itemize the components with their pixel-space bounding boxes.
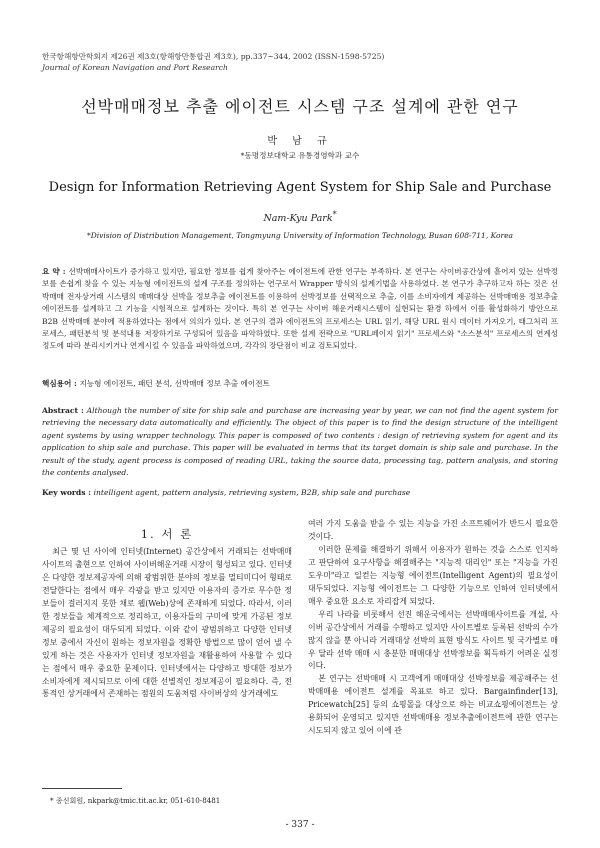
abstract-korean-text: 선박매매사이트가 증가하고 있지만, 필요한 정보를 쉽게 찾아주는 에이전트에 관한 연구는 부족하다. 본 연구는 사이버공간상에 흩어져 있는 선박정보를 손쉽게 찾을 수 있는 지능형 에이전트의 설계 구조를 정의하는 연구로서 Wrapper 방식의 설계기법을 사용하였다. 본 연구가 추구하고자 하는 것은 선박매매 전자상거래 시스템의 매매대상 선박을 정보추출 에이전트를 이용하여 선박정보를 선택적으로 추출, 이를 소비자에게 제공하는 선박매매용 정보추출 에이전트를 설계하고 그 기능을 시험적으로 설계하는 것이다. 특히 본 연구는 사이버 해운거래시스템이 실현되는 환경 하에서 이를 활성화하기 방안으로 B2B 선박매매 분야에 적용하였다는 점에서 의의가 있다. 본 연구의 결과 에이전트의 프로세스는 URL 읽기, 해당 URL 원시 데이터 가져오기, 태그처리 프로세스, 패턴분석 및 분석내용 저장하기로 구성되어 있음을 파악하였다. 또한 설계 전략으로 "URL페이지 읽기" 프로세스와 "소스분석" 프로세스의 연계성 정도에 따라 분리시키거나 연계시킬 수 있음을 파악하였으며, 각각의 장단점이 비교 검토되었다. — [42, 267, 558, 351]
author-english — [0, 210, 600, 224]
keywords-english — [42, 487, 558, 499]
abstract-english-text: Although the number of site for ship sale and purchase are increasing year by year, we can not find the agent system for retrieving the necessary data automatically and efficiently. The object of this paper is to find the design structure of the intelligent agent systems by using wrapper technology. This paper is composed of two contents : design of retrieving system for agent and its application to ship sale and purchase. This paper will be evaluated in terms that its target domain is ship sale and purchase. In the result of the study, agent process is composed of reading URL, taking the source data, processing tag, pattern analysis, and storing the contents analysed. — [42, 406, 558, 478]
body-column-left — [42, 546, 292, 701]
abstract-english-label: Abstract : — [42, 406, 87, 415]
footnote-divider — [42, 788, 122, 789]
abstract-english — [42, 405, 558, 479]
body-paragraph: 이러한 문제를 해결하기 위해서 이용자가 원하는 것을 스스로 인지하고 판단하여 요구사항을 해결해주는 "지능적 대리인" 또는 "지능을 가진 도우미"라고 일컫는 지능형 에이전트(Intelligent Agent)의 필요성이 대두되었다. 지능형 에이전트는 그 다양한 기능으로 인하여 인터넷에서 매우 중요한 요소로 자리잡게 되었다. — [308, 544, 558, 606]
author-english-name: Nam-Kyu Park — [263, 213, 333, 225]
body-column-right — [308, 518, 558, 738]
paper-title-korean: 선박매매정보 추출 에이전트 시스템 구조 설계에 관한 연구 — [81, 97, 519, 116]
author-korean: 박 남 규 — [267, 136, 333, 147]
affiliation-korean: *동명정보대학교 유통경영학과 교수 — [240, 151, 360, 160]
body-paragraph: 본 연구는 선박매매 시 고객에게 매매대상 선박정보를 제공해주는 선박매매용 에이전트 설계를 목표로 하고 있다. Bargainfinder[13], Pricewatch[25] 등의 쇼핑몰을 대상으로 하는 비교쇼핑에이전트는 상용화되어 운영되고 있지만 선박매매용 정보추출에이전트에 관한 연구는 시도되지 않고 있어 이에 관 — [308, 674, 558, 736]
journal-citation: 한국항해항만학회지 제26권 제3호(항해항만통합권 제3호), pp.337~344, 2002 (ISSN-1598-5725) — [42, 52, 385, 61]
journal-name: Journal of Korean Navigation and Port Research — [42, 63, 228, 72]
author-english-mark: * — [332, 210, 337, 219]
page-number: - 337 - — [285, 820, 315, 830]
abstract-korean — [42, 266, 558, 353]
keywords-korean-label: 핵심용어 : — [42, 379, 80, 388]
keywords-korean-text: 지능형 에이전트, 패턴 분석, 선박매매 정보 추출 에이전트 — [79, 379, 270, 388]
footnote: * 종신회원, nkpark@tmic.tit.ac.kr, 051-610-8481 — [50, 796, 221, 805]
abstract-korean-label: 요 약 : — [42, 267, 69, 276]
keywords-english-text: intelligent agent, pattern analysis, retrieving system, B2B, ship sale and purchase — [93, 488, 411, 497]
keywords-english-label: Key words : — [42, 488, 94, 497]
paper-title-english: Design for Information Retrieving Agent System for Ship Sale and Purchase — [48, 180, 552, 195]
body-paragraph: 최근 몇 년 사이에 인터넷(Internet) 공간상에서 거래되는 선박매매 사이트의 출현으로 인하여 사이버해운거래 시장이 형성되고 있다. 인터넷은 다양한 정보제공자에 의해 광범위한 분야의 정보를 멀티미디어 형태로 전달한다는 점에서 매우 각광을 받고 있지만 이용자의 증가로 무수한 정보들이 걸러지지 못한 채로 웹(Web)상에 존재하게 되었다. 따라서, 이러한 정보들을 체계적으로 정리하고, 이용자들의 구미에 맞게 가공된 정보 제공의 필요성이 대두되게 되었다. 이와 같이 광범위하고 다양한 인터넷 정보 중에서 자신이 원하는 정보자원을 정확한 방법으로 많이 얻어 낼 수 있게 하는 것은 사용자가 인터넷 정보자원을 재활용하여 사용할 수 있다는 점에서 매우 중요한 문제이다. 인터넷에서는 다양하고 방대한 정보가 소비자에게 제시되므로 이에 대한 선별적인 정보제공이 필요하다. 즉, 전통적인 상거래에서 존재하는 점원의 도움처럼 사이버상의 상거래에도 — [42, 547, 292, 699]
affiliation-english: *Division of Distribution Management, Tongmyung University of Information Technology, Busan 608-711, Korea — [86, 231, 514, 240]
keywords-korean — [42, 378, 558, 390]
body-paragraph: 여러 가지 도움을 받을 수 있는 지능을 가진 소프트웨어가 반드시 필요한 것이다. — [308, 519, 558, 541]
section-title-introduction: 1. 서 론 — [140, 527, 194, 541]
body-paragraph: 우리 나라를 비롯해서 선진 해운국에서는 선박매매사이트를 개설, 사이버 공간상에서 거래를 수행하고 있지만 사이트별로 등록된 선박의 수가 많지 않을 뿐 아니라 거래대상 선박의 표현 방식도 사이트 및 국가별로 매우 달라 선박 매매 시 충분한 매매대상 선박정보를 획득하기 어려운 실정이다. — [308, 609, 558, 671]
